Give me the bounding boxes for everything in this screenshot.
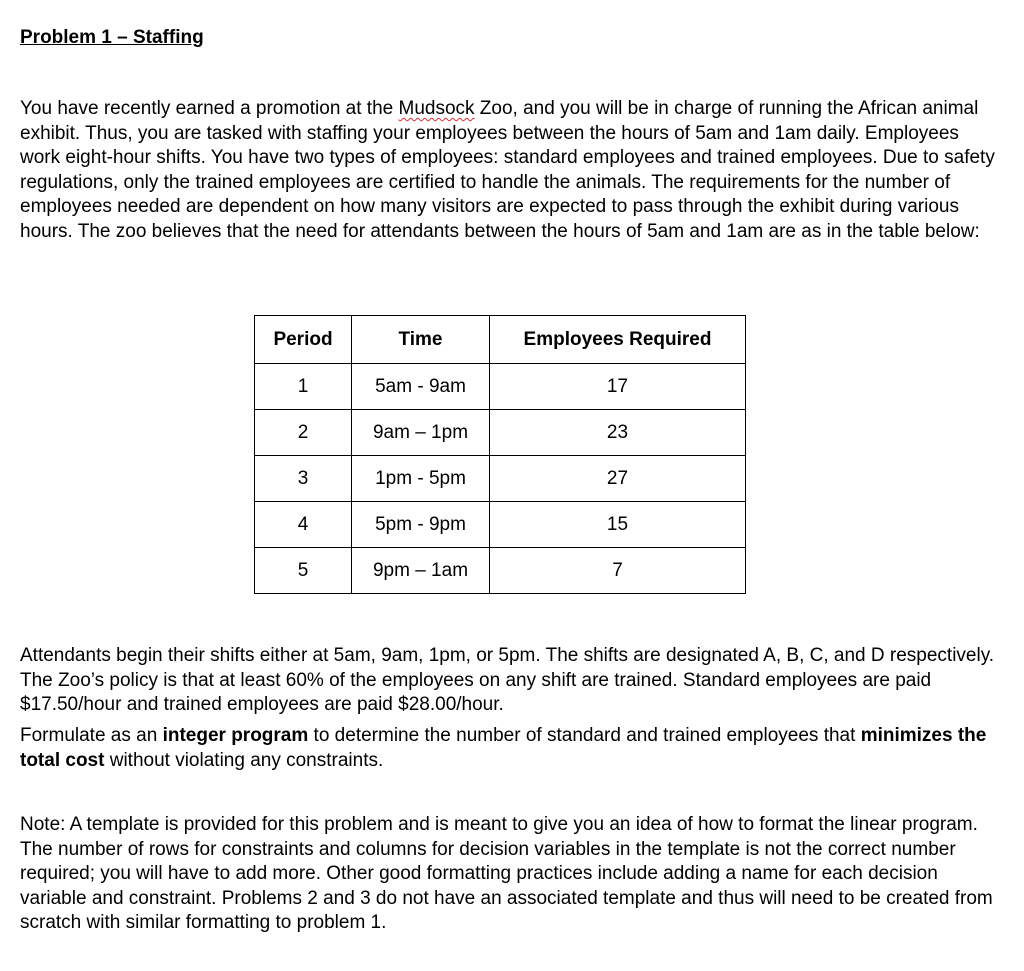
formulate-paragraph [20,724,995,773]
cell-time: 1pm - 5pm [352,456,490,502]
cell-required: 23 [490,410,746,456]
cell-required: 17 [490,364,746,410]
header-period: Period [255,316,352,364]
header-employees-required: Employees Required [490,316,746,364]
table-row [255,548,746,594]
intro-text-start: You have recently earned a promotion at the [20,98,399,119]
formulate-text-1: Formulate as an [20,725,163,746]
integer-program-emphasis: integer program [162,725,309,746]
table-row [255,502,746,548]
problem-title: Problem 1 – Staffing [20,27,204,48]
shifts-paragraph: Attendants begin their shifts either at 5am, 9am, 1pm, or 5pm. The shifts are designated A, B, C, and D respectively. The Zoo’s policy is that at least 60% of the employees on any shift are trained. Standard employees are paid $17.50/hour and trained employees are paid $28.00/hour. [20,645,995,716]
minimize-cost-emphasis: minimizes the total cost [20,725,987,771]
staffing-table [254,315,746,594]
cell-period: 5 [255,548,352,594]
cell-period: 2 [255,410,352,456]
cell-period: 1 [255,364,352,410]
cell-time: 5pm - 9pm [352,502,490,548]
header-time: Time [352,316,490,364]
table-row [255,410,746,456]
cell-required: 7 [490,548,746,594]
cell-time: 9am – 1pm [352,410,490,456]
formulate-text-3: without violating any constraints. [104,749,384,771]
note-paragraph: Note: A template is provided for this problem and is meant to give you an idea of how to format the linear program. The number of rows for constraints and columns for decision variables in the template is not the correct number required; you will have to add more. Other good formatting practices include adding a name for each decision variable and constraint. Problems 2 and 3 do not have an associated template and thus will need to be created from scratch with similar formatting to problem 1. [20,814,993,934]
cell-required: 27 [490,456,746,502]
table-header-row [255,316,746,364]
cell-required: 15 [490,502,746,548]
intro-text-rest: Zoo, and you will be in charge of running the African animal exhibit. Thus, you are tasked with staffing your employees between the hours of 5am and 1am daily. Employees work eight-hour shifts. You have two types of employees: standard employees and trained employees. Due to safety regulations, only the trained employees are certified to handle the animals. The requirements for the number of employees needed are dependent on how many visitors are expected to pass through the exhibit during various hours. The zoo believes that the need for attendants between the hours of 5am and 1am are as in the table below: [20,98,995,242]
intro-paragraph [20,97,995,245]
cell-period: 4 [255,502,352,548]
cell-time: 5am - 9am [352,364,490,410]
formulate-text-2: to determine the number of standard and trained employees that [308,725,861,746]
zoo-name-spellcheck[interactable]: Mudsock [398,98,475,119]
table-row [255,364,746,410]
cell-time: 9pm – 1am [352,548,490,594]
cell-period: 3 [255,456,352,502]
table-row [255,456,746,502]
